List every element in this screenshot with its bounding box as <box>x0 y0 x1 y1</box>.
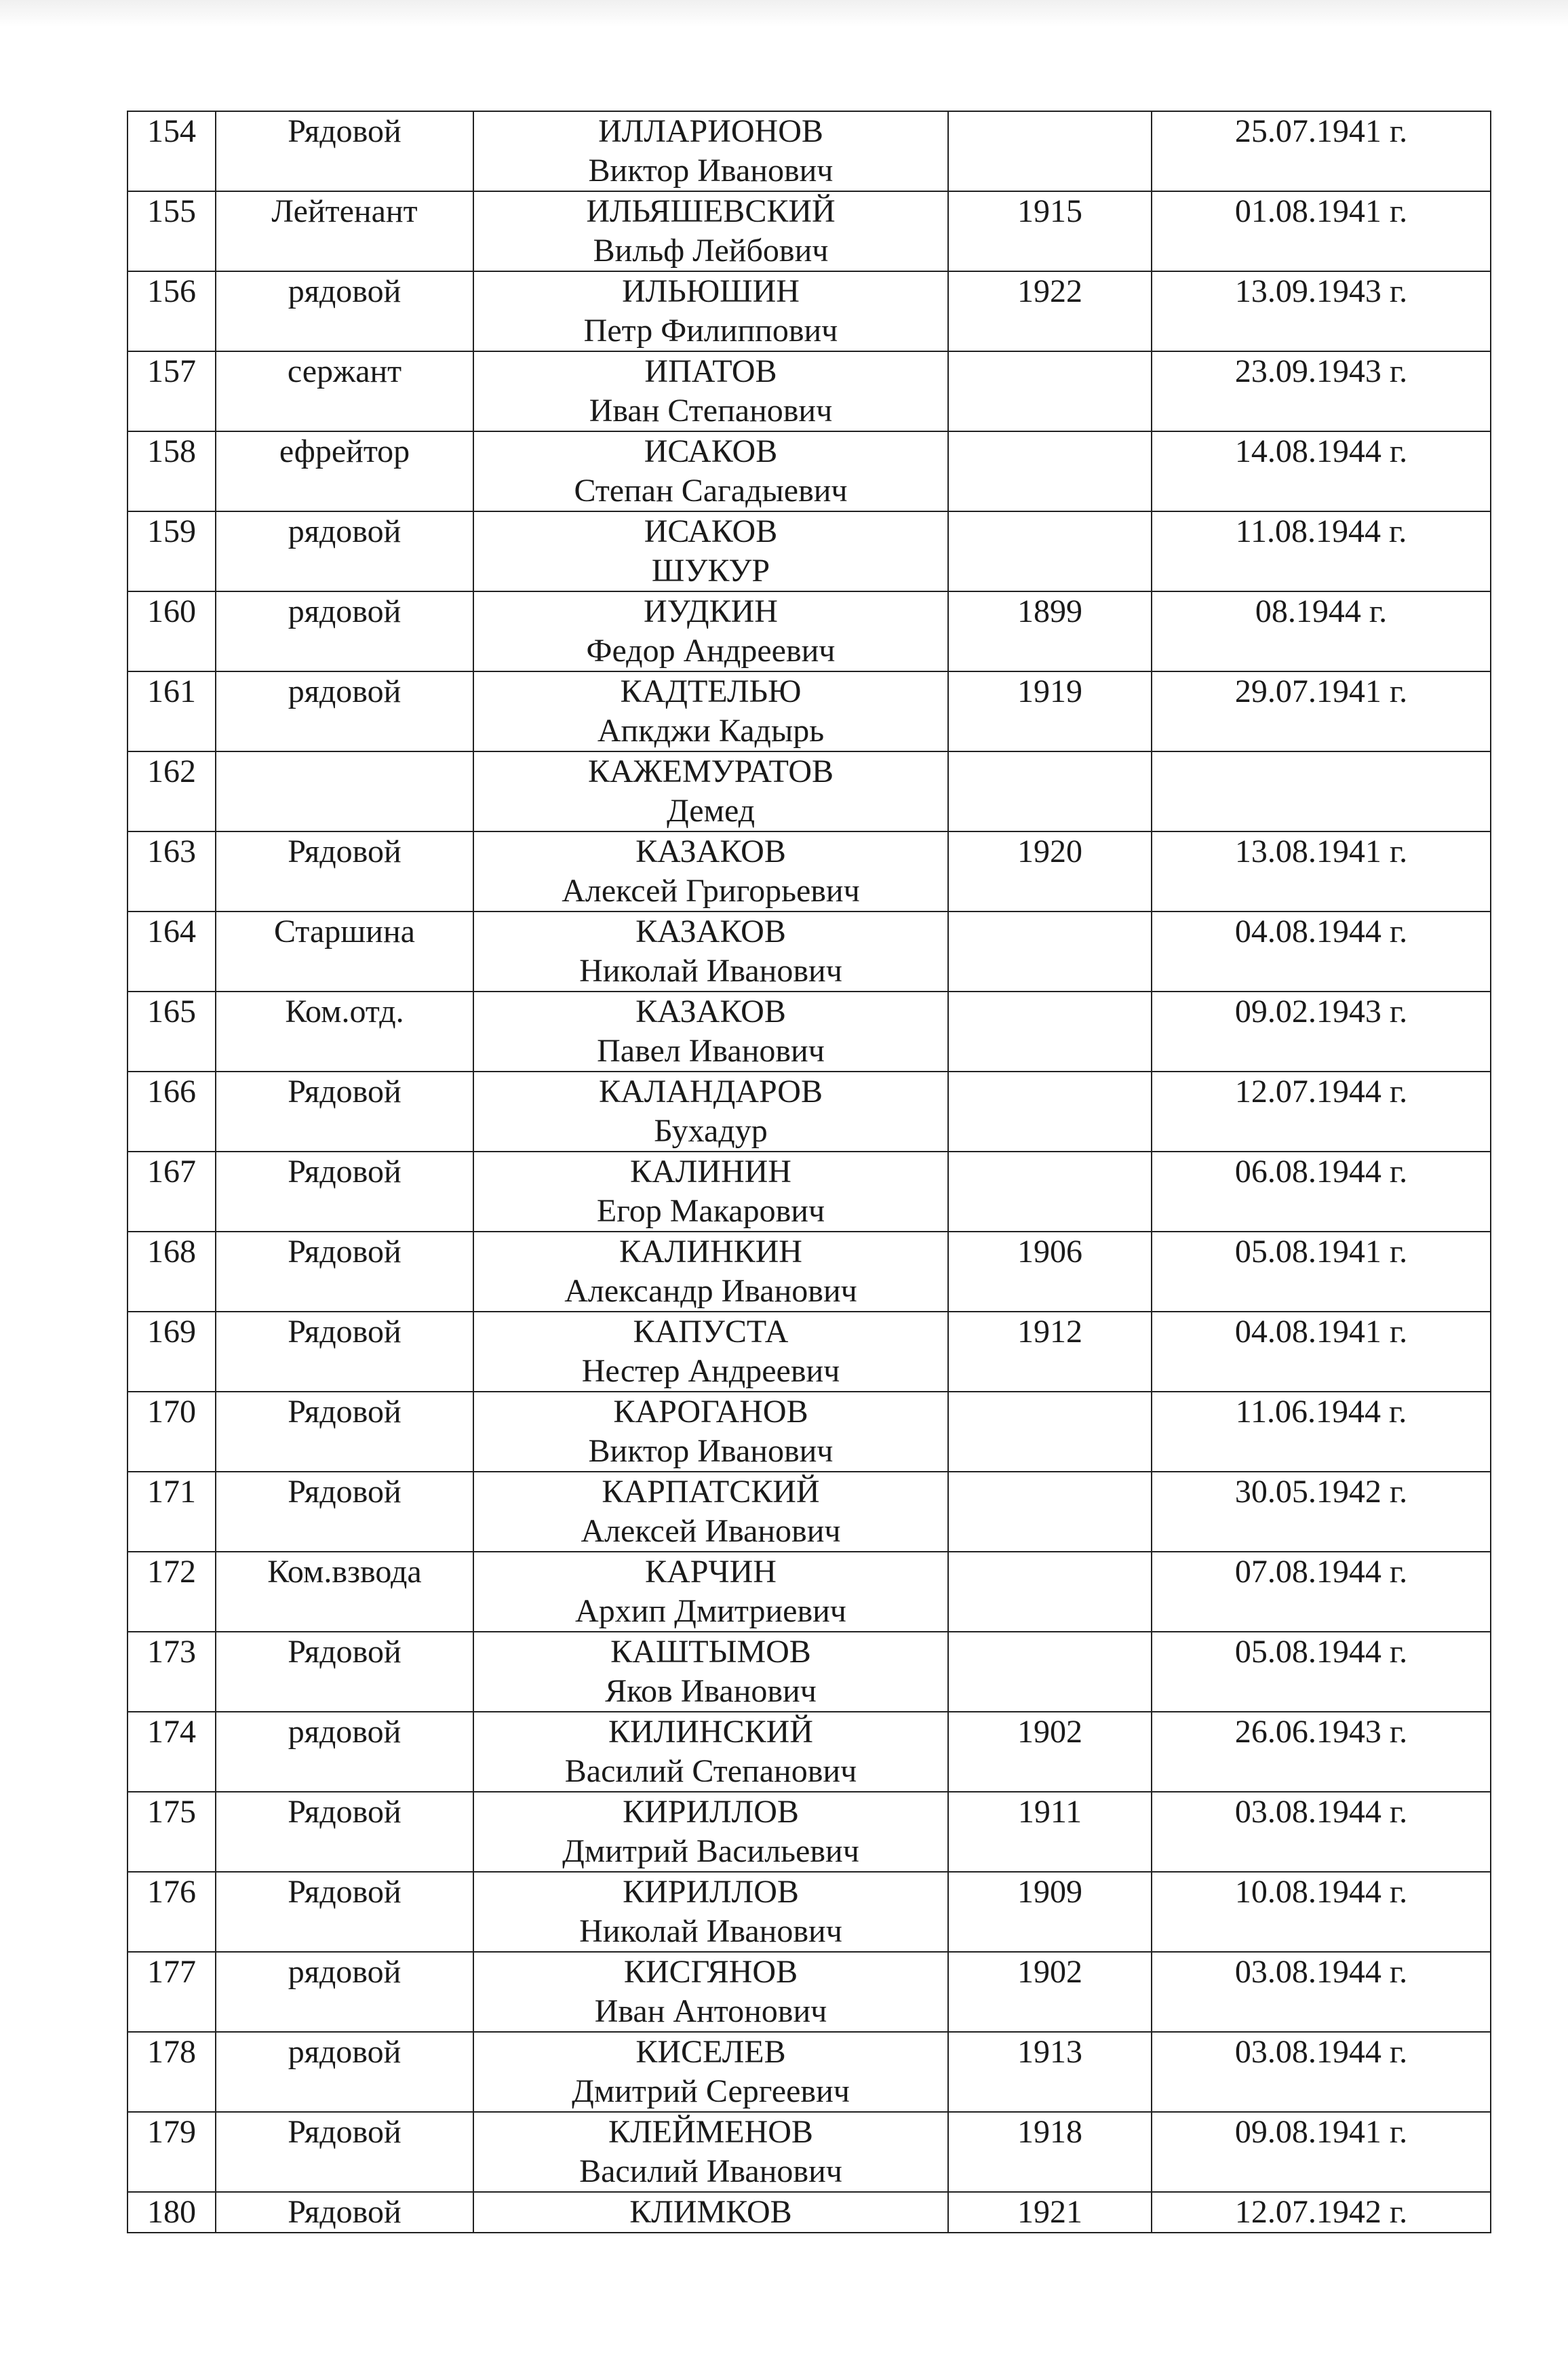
name-cell <box>473 1072 948 1152</box>
row-number-cell: 162 <box>128 751 216 831</box>
name-cell <box>473 191 948 271</box>
surname: КАЗАКОВ <box>635 994 786 1030</box>
row-number-cell: 168 <box>128 1232 216 1312</box>
surname: КИСЕЛЕВ <box>635 2034 786 2070</box>
birth-year-cell <box>948 912 1152 992</box>
rank-cell: Рядовой <box>216 1392 473 1472</box>
rank-cell: Ком.взвода <box>216 1552 473 1632</box>
table-row <box>128 671 1491 751</box>
table-row <box>128 2032 1491 2112</box>
name-cell <box>473 912 948 992</box>
name-cell <box>473 831 948 912</box>
table-row <box>128 1232 1491 1312</box>
name-cell <box>473 671 948 751</box>
rank-cell: Рядовой <box>216 1792 473 1872</box>
date-cell: 10.08.1944 г. <box>1152 1872 1491 1952</box>
table-row <box>128 431 1491 511</box>
birth-year-cell: 1919 <box>948 671 1152 751</box>
birth-year-cell: 1909 <box>948 1872 1152 1952</box>
date-cell: 04.08.1941 г. <box>1152 1312 1491 1392</box>
table-row <box>128 1632 1491 1712</box>
given-names: Иван Степанович <box>589 393 833 429</box>
name-cell <box>473 1232 948 1312</box>
given-names: Василий Иванович <box>579 2153 842 2189</box>
given-names: Александр Иванович <box>564 1273 857 1309</box>
birth-year-cell <box>948 1632 1152 1712</box>
table-row <box>128 912 1491 992</box>
row-number-cell: 164 <box>128 912 216 992</box>
row-number-cell: 155 <box>128 191 216 271</box>
given-names: Дмитрий Сергеевич <box>572 2073 850 2109</box>
birth-year-cell: 1912 <box>948 1312 1152 1392</box>
surname: ИЛЬЯШЕВСКИЙ <box>586 193 836 229</box>
table-row <box>128 591 1491 671</box>
table-row <box>128 1072 1491 1152</box>
table-row <box>128 271 1491 351</box>
given-names: Виктор Иванович <box>588 153 834 189</box>
name-cell <box>473 2192 948 2233</box>
row-number-cell: 175 <box>128 1792 216 1872</box>
row-number-cell: 159 <box>128 511 216 591</box>
rank-cell: Лейтенант <box>216 191 473 271</box>
surname: ИУДКИН <box>644 593 778 629</box>
birth-year-cell: 1906 <box>948 1232 1152 1312</box>
row-number-cell: 170 <box>128 1392 216 1472</box>
row-number-cell: 180 <box>128 2192 216 2233</box>
surname: КАЛАНДАРОВ <box>599 1074 823 1110</box>
rank-cell: Рядовой <box>216 831 473 912</box>
given-names: Алексей Григорьевич <box>562 873 860 909</box>
date-cell: 08.1944 г. <box>1152 591 1491 671</box>
birth-year-cell <box>948 1152 1152 1232</box>
name-cell <box>473 511 948 591</box>
surname: КАЗАКОВ <box>635 834 786 869</box>
rank-cell: Рядовой <box>216 1472 473 1552</box>
name-cell <box>473 271 948 351</box>
surname: ИПАТОВ <box>644 353 777 389</box>
name-cell <box>473 1952 948 2032</box>
surname: КАРПАТСКИЙ <box>602 1474 820 1510</box>
row-number-cell: 177 <box>128 1952 216 2032</box>
row-number-cell: 171 <box>128 1472 216 1552</box>
table-row <box>128 2192 1491 2233</box>
birth-year-cell: 1911 <box>948 1792 1152 1872</box>
surname: КИРИЛЛОВ <box>623 1794 799 1830</box>
table-row <box>128 1952 1491 2032</box>
given-names: Николай Иванович <box>579 953 842 989</box>
row-number-cell: 178 <box>128 2032 216 2112</box>
roster-table <box>127 111 1491 2233</box>
name-cell <box>473 351 948 431</box>
given-names: Степан Сагадыевич <box>574 473 848 509</box>
name-cell <box>473 751 948 831</box>
date-cell: 09.02.1943 г. <box>1152 992 1491 1072</box>
name-cell <box>473 1632 948 1712</box>
rank-cell: рядовой <box>216 1712 473 1792</box>
surname: КАПУСТА <box>633 1314 789 1350</box>
row-number-cell: 160 <box>128 591 216 671</box>
surname: КЛЕЙМЕНОВ <box>608 2114 813 2150</box>
name-cell <box>473 111 948 191</box>
date-cell: 01.08.1941 г. <box>1152 191 1491 271</box>
birth-year-cell <box>948 992 1152 1072</box>
table-row <box>128 191 1491 271</box>
birth-year-cell <box>948 1072 1152 1152</box>
surname: КИСГЯНОВ <box>623 1954 798 1990</box>
row-number-cell: 173 <box>128 1632 216 1712</box>
rank-cell: рядовой <box>216 271 473 351</box>
date-cell: 29.07.1941 г. <box>1152 671 1491 751</box>
row-number-cell: 174 <box>128 1712 216 1792</box>
table-row <box>128 1712 1491 1792</box>
birth-year-cell <box>948 1472 1152 1552</box>
scan-shadow <box>0 0 1568 27</box>
date-cell: 03.08.1944 г. <box>1152 2032 1491 2112</box>
rank-cell: Рядовой <box>216 1072 473 1152</box>
date-cell: 12.07.1944 г. <box>1152 1072 1491 1152</box>
rank-cell: Старшина <box>216 912 473 992</box>
row-number-cell: 156 <box>128 271 216 351</box>
row-number-cell: 154 <box>128 111 216 191</box>
table-row <box>128 351 1491 431</box>
rank-cell: рядовой <box>216 511 473 591</box>
given-names: Дмитрий Васильевич <box>562 1833 859 1869</box>
row-number-cell: 158 <box>128 431 216 511</box>
table-row <box>128 1472 1491 1552</box>
surname: КАДТЕЛЬЮ <box>620 673 802 709</box>
row-number-cell: 161 <box>128 671 216 751</box>
birth-year-cell <box>948 1392 1152 1472</box>
given-names: Нестер Андреевич <box>581 1353 840 1389</box>
date-cell: 11.08.1944 г. <box>1152 511 1491 591</box>
birth-year-cell: 1913 <box>948 2032 1152 2112</box>
given-names: Апкджи Кадырь <box>597 713 825 749</box>
date-cell: 13.09.1943 г. <box>1152 271 1491 351</box>
name-cell <box>473 1152 948 1232</box>
given-names: Иван Антонович <box>594 1993 827 2029</box>
birth-year-cell: 1902 <box>948 1952 1152 2032</box>
birth-year-cell: 1899 <box>948 591 1152 671</box>
surname: ИСАКОВ <box>644 513 778 549</box>
rank-cell: Рядовой <box>216 1872 473 1952</box>
date-cell: 26.06.1943 г. <box>1152 1712 1491 1792</box>
date-cell: 05.08.1944 г. <box>1152 1632 1491 1712</box>
date-cell: 05.08.1941 г. <box>1152 1232 1491 1312</box>
rank-cell: рядовой <box>216 2032 473 2112</box>
rank-cell: Рядовой <box>216 1312 473 1392</box>
surname: КАЛИНИН <box>630 1154 791 1190</box>
rank-cell: Рядовой <box>216 111 473 191</box>
table-row <box>128 1792 1491 1872</box>
date-cell: 23.09.1943 г. <box>1152 351 1491 431</box>
table-row <box>128 751 1491 831</box>
table-row <box>128 1312 1491 1392</box>
given-names: Федор Андреевич <box>586 633 836 669</box>
row-number-cell: 169 <box>128 1312 216 1392</box>
date-cell: 07.08.1944 г. <box>1152 1552 1491 1632</box>
rank-cell: ефрейтор <box>216 431 473 511</box>
name-cell <box>473 1552 948 1632</box>
name-cell <box>473 1792 948 1872</box>
table-row <box>128 1152 1491 1232</box>
row-number-cell: 167 <box>128 1152 216 1232</box>
name-cell <box>473 1392 948 1472</box>
surname: ИЛЛАРИОНОВ <box>598 113 823 149</box>
birth-year-cell: 1920 <box>948 831 1152 912</box>
surname: КАЛИНКИН <box>619 1234 802 1270</box>
rank-cell: Рядовой <box>216 1632 473 1712</box>
table-row <box>128 1392 1491 1472</box>
table-row <box>128 511 1491 591</box>
given-names: Яков Иванович <box>605 1673 817 1709</box>
table-row <box>128 2112 1491 2192</box>
date-cell: 03.08.1944 г. <box>1152 1792 1491 1872</box>
rank-cell: Ком.отд. <box>216 992 473 1072</box>
birth-year-cell: 1915 <box>948 191 1152 271</box>
given-names: Виктор Иванович <box>588 1433 834 1469</box>
row-number-cell: 163 <box>128 831 216 912</box>
date-cell: 04.08.1944 г. <box>1152 912 1491 992</box>
row-number-cell: 157 <box>128 351 216 431</box>
given-names: Егор Макарович <box>596 1193 825 1229</box>
date-cell: 30.05.1942 г. <box>1152 1472 1491 1552</box>
name-cell <box>473 1712 948 1792</box>
surname: ИЛЬЮШИН <box>622 273 800 309</box>
rank-cell <box>216 751 473 831</box>
date-cell: 14.08.1944 г. <box>1152 431 1491 511</box>
date-cell <box>1152 751 1491 831</box>
surname: КИРИЛЛОВ <box>623 1874 799 1910</box>
surname: КАРЧИН <box>645 1554 777 1590</box>
birth-year-cell <box>948 511 1152 591</box>
date-cell: 12.07.1942 г. <box>1152 2192 1491 2233</box>
row-number-cell: 179 <box>128 2112 216 2192</box>
birth-year-cell <box>948 351 1152 431</box>
rank-cell: рядовой <box>216 671 473 751</box>
rank-cell: Рядовой <box>216 2192 473 2233</box>
name-cell <box>473 1312 948 1392</box>
birth-year-cell: 1922 <box>948 271 1152 351</box>
surname: КАРОГАНОВ <box>613 1394 808 1430</box>
given-names: Василий Степанович <box>564 1753 857 1789</box>
rank-cell: рядовой <box>216 591 473 671</box>
surname: КАШТЫМОВ <box>610 1634 811 1670</box>
birth-year-cell <box>948 111 1152 191</box>
surname: КИЛИНСКИЙ <box>608 1714 813 1750</box>
rank-cell: Рядовой <box>216 2112 473 2192</box>
birth-year-cell <box>948 751 1152 831</box>
given-names: Вильф Лейбович <box>593 233 829 269</box>
date-cell: 03.08.1944 г. <box>1152 1952 1491 2032</box>
date-cell: 11.06.1944 г. <box>1152 1392 1491 1472</box>
birth-year-cell: 1921 <box>948 2192 1152 2233</box>
given-names: Демед <box>666 793 756 829</box>
row-number-cell: 166 <box>128 1072 216 1152</box>
date-cell: 13.08.1941 г. <box>1152 831 1491 912</box>
rank-cell: сержант <box>216 351 473 431</box>
date-cell: 25.07.1941 г. <box>1152 111 1491 191</box>
given-names: Алексей Иванович <box>581 1513 841 1549</box>
date-cell: 06.08.1944 г. <box>1152 1152 1491 1232</box>
rank-cell: рядовой <box>216 1952 473 2032</box>
table-row <box>128 992 1491 1072</box>
given-names: ШУКУР <box>651 553 770 589</box>
given-names: Николай Иванович <box>579 1913 842 1949</box>
surname: ИСАКОВ <box>644 433 778 469</box>
table-row <box>128 1872 1491 1952</box>
table-row <box>128 1552 1491 1632</box>
name-cell <box>473 591 948 671</box>
surname: КАЖЕМУРАТОВ <box>587 753 834 789</box>
given-names: Бухадур <box>654 1113 768 1149</box>
surname: КАЗАКОВ <box>635 914 786 949</box>
birth-year-cell: 1902 <box>948 1712 1152 1792</box>
table-row <box>128 831 1491 912</box>
name-cell <box>473 431 948 511</box>
given-names: Павел Иванович <box>597 1033 825 1069</box>
roster-body <box>128 111 1491 2233</box>
rank-cell: Рядовой <box>216 1152 473 1232</box>
birth-year-cell: 1918 <box>948 2112 1152 2192</box>
row-number-cell: 165 <box>128 992 216 1072</box>
name-cell <box>473 2032 948 2112</box>
name-cell <box>473 2112 948 2192</box>
given-names: Петр Филиппович <box>583 313 838 349</box>
name-cell <box>473 992 948 1072</box>
row-number-cell: 172 <box>128 1552 216 1632</box>
rank-cell: Рядовой <box>216 1232 473 1312</box>
table-row <box>128 111 1491 191</box>
given-names: Архип Дмитриевич <box>575 1593 846 1629</box>
birth-year-cell <box>948 1552 1152 1632</box>
name-cell <box>473 1472 948 1552</box>
surname: КЛИМКОВ <box>629 2194 792 2230</box>
name-cell <box>473 1872 948 1952</box>
row-number-cell: 176 <box>128 1872 216 1952</box>
date-cell: 09.08.1941 г. <box>1152 2112 1491 2192</box>
birth-year-cell <box>948 431 1152 511</box>
